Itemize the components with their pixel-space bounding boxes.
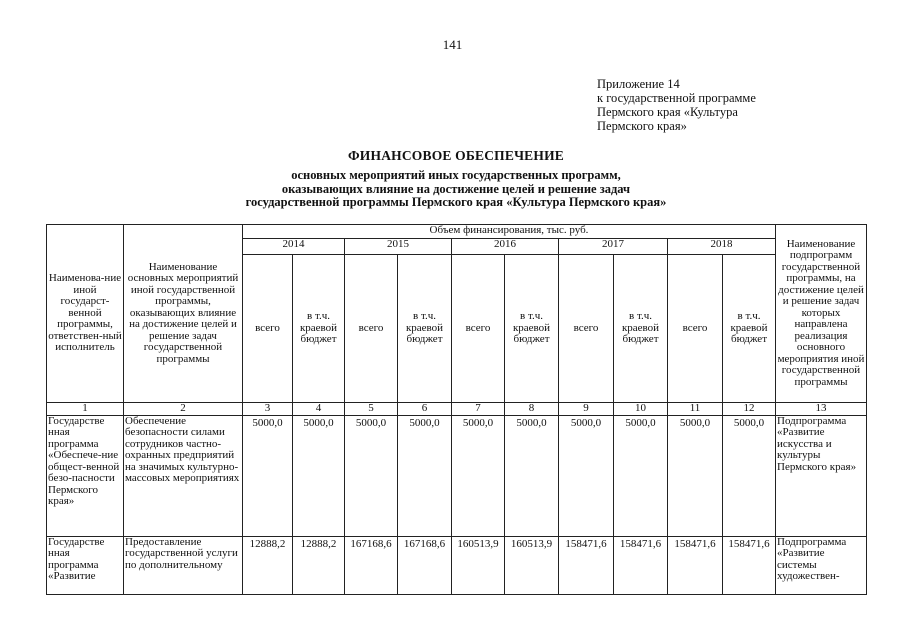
value-cell: 5000,0 [723,415,776,536]
column-number: 7 [452,403,505,416]
appendix-note [597,77,756,133]
column-number: 8 [505,403,559,416]
value-cell: 167168,6 [398,536,452,594]
value-cell: 12888,2 [243,536,293,594]
header-regional-budget: в т.ч. краевой бюджет [398,255,452,403]
column-number: 4 [293,403,345,416]
value-cell: 160513,9 [452,536,505,594]
header-total: всего [452,255,505,403]
header-total: всего [668,255,723,403]
header-year: 2014 [243,239,345,255]
column-number: 12 [723,403,776,416]
column-number: 11 [668,403,723,416]
value-cell: 12888,2 [293,536,345,594]
financing-table [46,224,867,595]
column-number: 13 [776,403,867,416]
column-number: 1 [47,403,124,416]
appendix-line: Пермского края «Культура [597,105,738,119]
header-program-name: Наименова-ние иной государст-венной программы, ответствен-ный исполнитель [47,225,124,403]
value-cell: 5000,0 [293,415,345,536]
value-cell: 160513,9 [505,536,559,594]
value-cell: 158471,6 [559,536,614,594]
header-regional-budget: в т.ч. краевой бюджет [293,255,345,403]
table-row [47,415,867,536]
value-cell: 5000,0 [398,415,452,536]
program-name: Государстве нная программа «Развитие [47,536,124,594]
value-cell: 158471,6 [614,536,668,594]
subtitle-line: основных мероприятий иных государственных программ, [291,168,621,182]
header-activity-name: Наименование основных мероприятий иной государственной программы, оказывающих влияние на достижение целей и решение задач государственной программы [124,225,243,403]
appendix-line: Пермского края» [597,119,687,133]
header-subprogram-name: Наименование подпрограмм государственной программы, на достижение целей и решение задач которых направлена реализация основного мероприятия иной государственной программы [776,225,867,403]
header-year: 2018 [668,239,776,255]
header-funding-volume: Объем финансирования, тыс. руб. [243,225,776,239]
subprogram-name: Подпрограмма «Развитие искусства и культуры Пермского края» [776,415,867,536]
column-number: 3 [243,403,293,416]
subtitle-line: оказывающих влияние на достижение целей и решение задач [281,181,631,196]
value-cell: 158471,6 [668,536,723,594]
header-regional-budget: в т.ч. краевой бюджет [723,255,776,403]
value-cell: 5000,0 [614,415,668,536]
subtitle-line: государственной программы Пермского края «Культура Пермского края» [245,195,667,209]
value-cell: 158471,6 [723,536,776,594]
table-row [47,536,867,594]
appendix-line: к государственной программе [597,91,756,105]
value-cell: 5000,0 [668,415,723,536]
activity-name: Предоставление государственной услуги по дополнительному [124,536,243,594]
header-regional-budget: в т.ч. краевой бюджет [505,255,559,403]
header-year: 2017 [559,239,668,255]
subprogram-name: Подпрограмма «Развитие системы художествен- [776,536,867,594]
column-number: 2 [124,403,243,416]
header-year: 2015 [345,239,452,255]
document-subtitle [0,169,905,210]
header-total: всего [243,255,293,403]
activity-name: Обеспечение безопасности силами сотрудников частно-охранных предприятий на значимых культурно-массовых мероприятиях [124,415,243,536]
header-year: 2016 [452,239,559,255]
page-number: 141 [442,37,463,52]
column-number: 5 [345,403,398,416]
column-number: 9 [559,403,614,416]
header-regional-budget: в т.ч. краевой бюджет [614,255,668,403]
header-total: всего [559,255,614,403]
program-name: Государстве нная программа «Обеспече-ние общест-венной безо-пасности Пермского края» [47,415,124,536]
value-cell: 5000,0 [505,415,559,536]
header-total: всего [345,255,398,403]
value-cell: 5000,0 [559,415,614,536]
value-cell: 5000,0 [452,415,505,536]
value-cell: 5000,0 [345,415,398,536]
column-number: 10 [614,403,668,416]
value-cell: 5000,0 [243,415,293,536]
column-number: 6 [398,403,452,416]
appendix-line: Приложение 14 [597,77,680,91]
value-cell: 167168,6 [345,536,398,594]
document-title: ФИНАНСОВОЕ ОБЕСПЕЧЕНИЕ [348,148,564,163]
